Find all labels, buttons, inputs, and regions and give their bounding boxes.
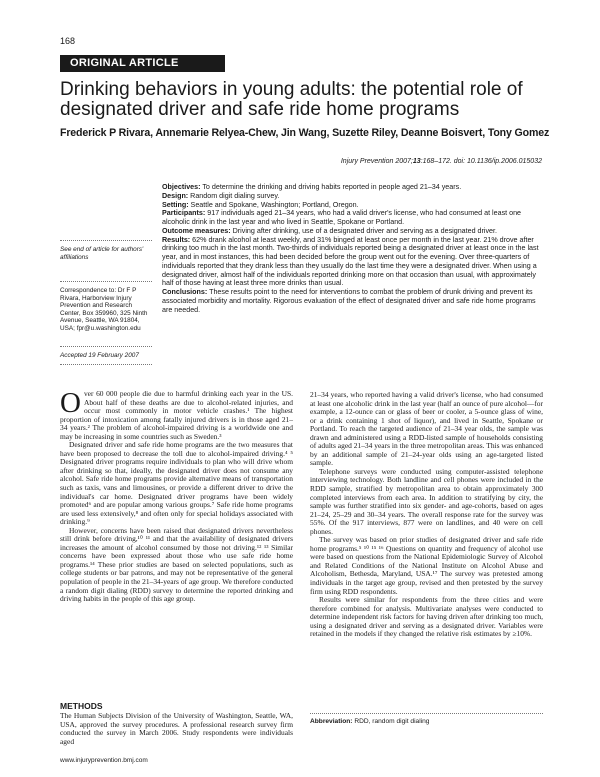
author-list: Frederick P Rivara, Annemarie Relyea-Chew, Jin Wang, Suzette Riley, Deanne Boisvert, Tony Gomez xyxy=(60,127,550,139)
body-paragraph xyxy=(60,387,293,441)
methods-heading: METHODS xyxy=(60,701,103,711)
see-end-note: See end of article for authors' affiliations xyxy=(60,246,144,261)
page-number: 168 xyxy=(60,36,76,46)
sidebar-divider xyxy=(60,281,152,282)
body-column-left xyxy=(60,387,293,604)
abbreviation-note xyxy=(310,718,543,725)
abbreviation-text: RDD, random digit dialing xyxy=(352,718,430,725)
abstract-conclusions xyxy=(162,288,546,314)
sidebar-divider xyxy=(60,346,152,347)
abstract-participants xyxy=(162,209,546,227)
citation-line xyxy=(260,158,542,165)
abstract-text: 917 individuals aged 21–34 years, who had a valid driver's license, who had consumed at least one alcoholic drink in the last year and who lived in Seattle, Spokane or Portland. xyxy=(162,209,522,226)
correspondence-note: Correspondence to: Dr F P Rivara, Harborview Injury Prevention and Research Center, Box 359960, 325 Ninth Avenue, Seattle, WA 91804, USA; fpr@u.washington.edu xyxy=(60,287,148,332)
citation-volume: 13 xyxy=(412,158,421,165)
abstract-label: Results: xyxy=(162,235,191,244)
sidebar-divider xyxy=(60,364,152,365)
abstract-setting xyxy=(162,201,546,210)
body-paragraph: Telephone surveys were conducted using computer-assisted telephone interviewing technology. Both landline and cell phones were included in the RDD sample, stratified by metropolitan area to obtain approximately 300 completed interviews from each area. In addition to stratifying by city, the sample was further stratified into six gender- and age-cohorts, based on ages 21–24, 25–29 and 30–34 years. The overall response rate for the survey was 55%. Of the 917 interviews, 877 were on landlines, and 40 were on cell phones. xyxy=(310,466,543,536)
body-paragraph: Results were similar for respondents from the three cities and were therefore combined for analysis. Multivariate analyses were conducted to determine independent risk factors for having driven after drinking too much, using a designated driver and serving as a designated driver. Variables were retained in the models if they changed the relative risk estimates by ≥10%. xyxy=(310,595,543,639)
abstract-text: These results point to the need for interventions to combat the problem of drunk driving and prevent its associated morbidity and mortality. Rigorous evaluation of the effect of designated driver and safe ride home programs are needed. xyxy=(162,288,536,314)
footer-url[interactable]: www.injuryprevention.bmj.com xyxy=(60,757,148,764)
title-line-2: designated driver and safe ride home programs xyxy=(60,99,460,120)
abstract-text: Seattle and Spokane, Washington; Portland, Oregon. xyxy=(188,200,359,209)
abstract-design xyxy=(162,192,546,201)
section-banner: ORIGINAL ARTICLE xyxy=(60,55,225,72)
abstract-label: Conclusions: xyxy=(162,288,208,296)
abstract xyxy=(162,183,546,314)
abstract-outcome-measures xyxy=(162,227,546,236)
accepted-date: Accepted 19 February 2007 xyxy=(60,352,139,359)
abbreviation-divider xyxy=(310,713,543,714)
abstract-results xyxy=(162,236,546,289)
paragraph-text: ver 60 000 people die due to harmful drinking each year in the US. About half of these deaths are due to alcohol-related injuries, and occur most commonly in motor vehicle crashes.¹ The highest proportion of intoxication among fatally injured drivers is in those aged 21–34 years.² The problem of alcohol-impaired driving is a worldwide one and may be increasing in some countries such as Sweden.³ xyxy=(60,389,293,441)
abstract-text: To determine the drinking and driving habits reported in people aged 21–34 years. xyxy=(200,183,462,191)
article-title xyxy=(60,80,550,120)
abstract-objectives xyxy=(162,183,546,192)
abbreviation-label: Abbreviation: xyxy=(310,718,353,725)
title-line-1: Drinking behaviors in young adults: the potential role of xyxy=(60,79,523,100)
abstract-label: Outcome measures: xyxy=(162,226,231,235)
body-paragraph: However, concerns have been raised that designated drivers nevertheless still drink before driving,¹⁰ ¹¹ and that the availability of designated drivers increases the amount of alcohol consumed by those not driving.¹² ¹³ Similar concerns have been expressed about those who use safe ride home programs.¹⁴ These prior studies are based on selected populations, such as college students or bar patrons, and may not be representative of the general population of people in the 21–34-years of age group. We therefore conducted a random digit dialing (RDD) survey to determine the reported drinking and driving habits in the people of this age group. xyxy=(60,525,293,604)
methods-paragraph xyxy=(60,712,293,746)
body-paragraph: The survey was based on prior studies of designated driver and safe ride home programs.⁵ ¹⁰ ¹⁵ ¹⁶ Questions on quantity and frequency of alcohol use were based on questions from the National Epidemiologic Survey of Alcohol and Related Conditions of the National Institute on Alcohol Abuse and Alcoholism, Bethesda, Maryland, USA.¹⁷ The survey was pretested among individuals in the target age group, revised and then pretested by the survey firm using RDD respondents. xyxy=(310,535,543,596)
drop-cap: O xyxy=(60,387,81,419)
abstract-text: Random digit dialing survey. xyxy=(188,191,280,200)
citation-rest: :168–172. doi: 10.1136/ip.2006.015032 xyxy=(420,158,542,165)
abstract-text: Driving after drinking, use of a designated driver and serving as a designated driver. xyxy=(230,226,497,235)
citation-journal: Injury Prevention xyxy=(340,158,394,165)
citation-year: 2007; xyxy=(395,158,413,165)
body-paragraph: 21–34 years, who reported having a valid driver's license, who had consumed at least one alcoholic drink in the last year (half an ounce of pure alcohol—for example, a 12-ounce can or glass of beer or cooler, a 5-ounce glass of wine, or a drink containing 1 shot of liquor), and lived in Seattle, Spokane or Portland. To reach the targeted audience of 21–34 year olds, the sample was drawn and administered using a RDD-listed sample of households consisting of adults aged 21–34 years in the three metropolitan areas. This was enhanced by an additional sample of 21–24-year olds using an age-targeted listed sample. xyxy=(310,390,543,468)
body-column-right xyxy=(310,391,543,639)
paragraph-text: The Human Subjects Division of the University of Washington, Seattle, WA, USA, approved the survey procedures. A professional research survey firm conducted the survey in March 2006. Study respondents were individuals aged xyxy=(60,711,293,746)
abstract-label: Setting: xyxy=(162,200,189,209)
abstract-label: Participants: xyxy=(162,209,206,218)
sidebar-divider xyxy=(60,240,152,241)
abstract-label: Objectives: xyxy=(162,183,201,191)
abstract-label: Design: xyxy=(162,191,189,200)
body-paragraph: Designated driver and safe ride home programs are the two measures that have been proposed to decrease the toll due to alcohol-impaired driving.⁴ ⁵ Designated driver programs require individuals to plan who will drive whom after drinking so that, ideally, the designated driver does not consume any alcohol. Safe ride home programs provide alternative means of transportation such as taxis, vans and limousines, or provide a different driver to drive the individual's car home. Designated driver programs have been widely promoted⁶ and are popular among various groups.⁷ Safe ride home programs are used less extensively,⁸ and often only for special holidays associated with drinking.⁹ xyxy=(60,440,293,527)
abstract-text: 62% drank alcohol at least weekly, and 31% binged at least once per month in the last year. 21% drove after drinking too much in the last month. Two-thirds of individuals reported being a designated driver at least once in the last year, and in most instances, this had been decided before the group went out for the evening. Over three-quarters of individuals reported that they drank less than they usually do the last time they were a designated driver. When using a designated driver, almost half of the individuals reported drinking more on that occasion than usual, with approximately half of those having at least three more drinks than usual. xyxy=(162,235,539,288)
